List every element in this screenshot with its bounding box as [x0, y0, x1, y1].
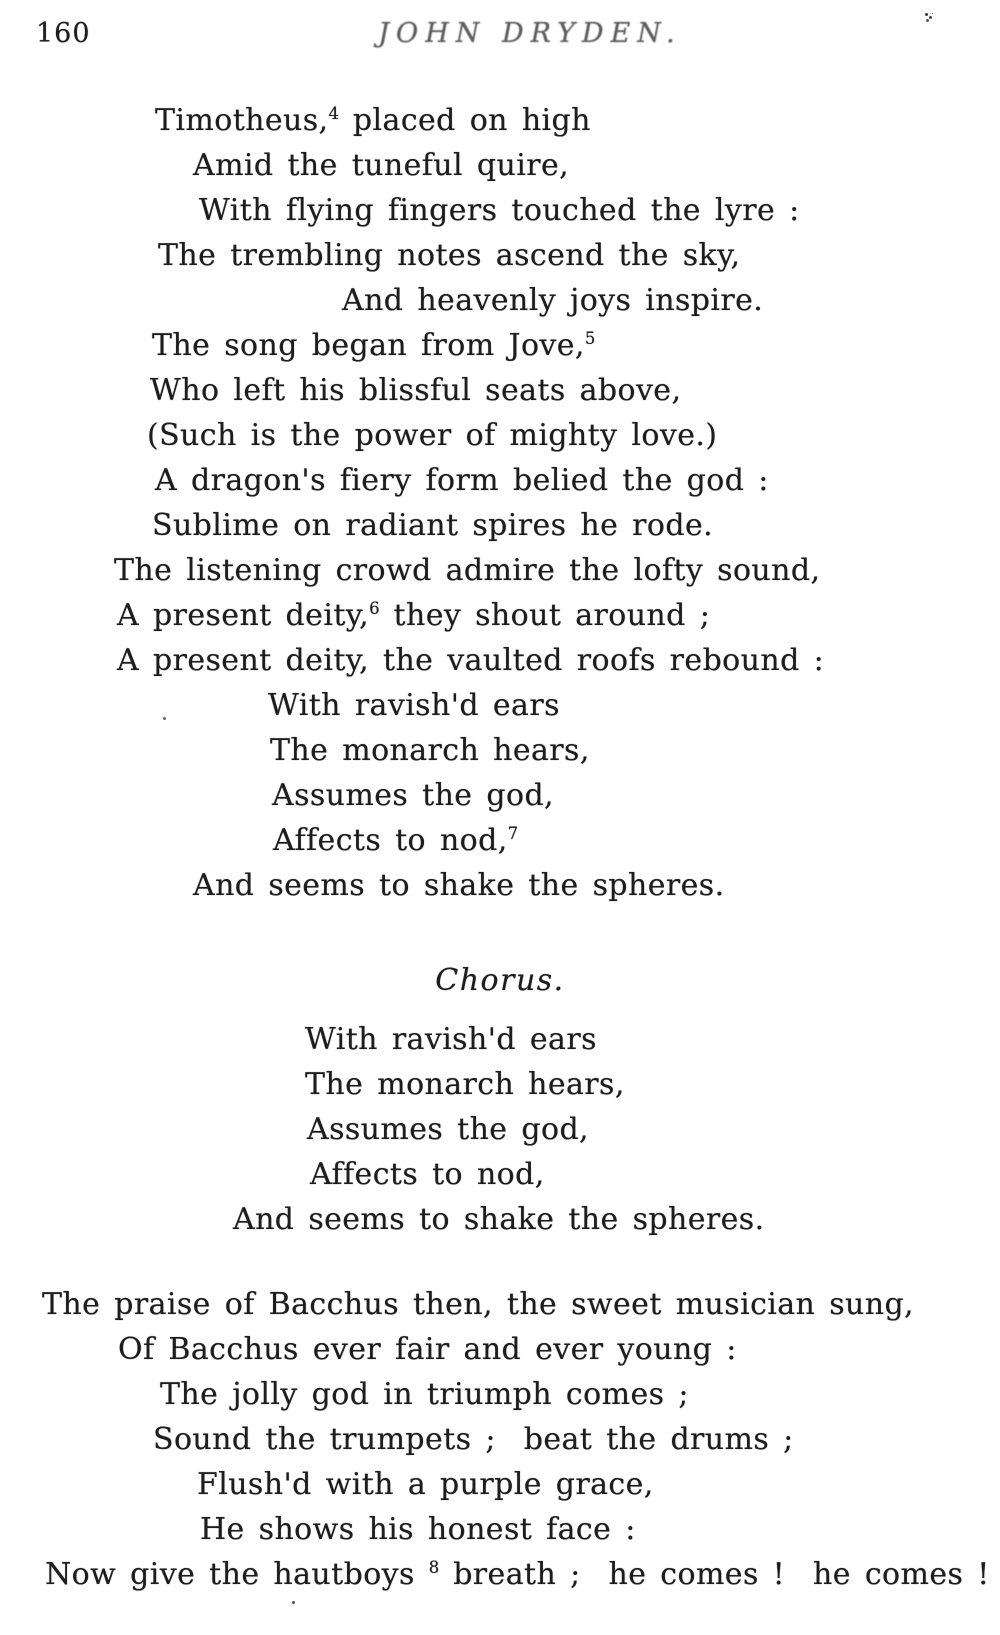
poem-line: A present deity, the vaulted roofs rebound : — [117, 643, 825, 678]
poem-line: Assumes the god, — [307, 1112, 589, 1147]
poem-line — [155, 98, 1000, 143]
poem-line — [273, 818, 1000, 863]
line-text: Affects to nod, — [273, 823, 508, 858]
line-text: breath ; he comes ! he comes ! — [439, 1557, 990, 1592]
line-text: Now give the hautboys — [45, 1557, 429, 1592]
running-title: JOHN DRYDEN. — [378, 18, 682, 49]
poem-line: The monarch hears, — [270, 733, 590, 768]
poem-stanza-2 — [0, 1282, 1000, 1597]
poem-line: Who left his blissful seats above, — [150, 373, 682, 408]
poem-line: The listening crowd admire the lofty sound, — [114, 553, 821, 588]
footnote-ref: 5 — [584, 329, 596, 348]
poem-line: Sound the trumpets ; beat the drums ; — [153, 1422, 794, 1457]
scan-speck — [292, 1601, 295, 1604]
line-text: A present deity, — [117, 598, 370, 633]
poem-line: Affects to nod, — [310, 1157, 545, 1192]
page-header — [0, 12, 1000, 56]
footnote-ref: 4 — [328, 104, 339, 123]
poem-line: Of Bacchus ever fair and ever young : — [118, 1332, 737, 1367]
poem-line: A dragon's fiery form belied the god : — [155, 463, 769, 498]
poem-stanza-1 — [0, 98, 1000, 908]
poem-line: And heavenly joys inspire. — [342, 283, 764, 318]
poem-line: (Such is the power of mighty love.) — [147, 418, 718, 453]
footnote-ref: 6 — [369, 599, 380, 618]
chorus-heading: Chorus. — [435, 963, 565, 998]
poem-line: With ravish'd ears — [268, 688, 560, 723]
poem-line: The jolly god in triumph comes ; — [160, 1377, 689, 1412]
poem-line: The monarch hears, — [305, 1067, 625, 1102]
poem-line — [152, 323, 1000, 368]
chorus-stanza — [0, 1017, 1000, 1242]
poem-line: With flying fingers touched the lyre : — [199, 193, 800, 228]
scan-speck — [925, 13, 928, 16]
poem-line: The praise of Bacchus then, the sweet musician sung, — [42, 1287, 914, 1322]
page-number: 160 — [36, 18, 91, 49]
poem-line: He shows his honest face : — [200, 1512, 636, 1547]
poem-line: Assumes the god, — [272, 778, 554, 813]
line-text: Timotheus, — [155, 103, 329, 138]
poem-line: The trembling notes ascend the sky, — [158, 238, 741, 273]
line-text: placed on high — [339, 103, 591, 138]
poem-line — [117, 593, 1000, 638]
footnote-ref: 8 — [428, 1558, 440, 1577]
poem-line: Amid the tuneful quire, — [193, 148, 570, 183]
poem-line: And seems to shake the spheres. — [193, 868, 725, 903]
footnote-ref: 7 — [507, 824, 519, 843]
poem-line — [45, 1552, 1000, 1597]
line-text: The song began from Jove, — [152, 328, 585, 363]
poem-line: And seems to shake the spheres. — [233, 1202, 765, 1237]
line-text: they shout around ; — [379, 598, 711, 633]
poem-line: Flush'd with a purple grace, — [197, 1467, 654, 1502]
poem-line: Sublime on radiant spires he rode. — [152, 508, 714, 543]
poem-line: With ravish'd ears — [305, 1022, 597, 1057]
